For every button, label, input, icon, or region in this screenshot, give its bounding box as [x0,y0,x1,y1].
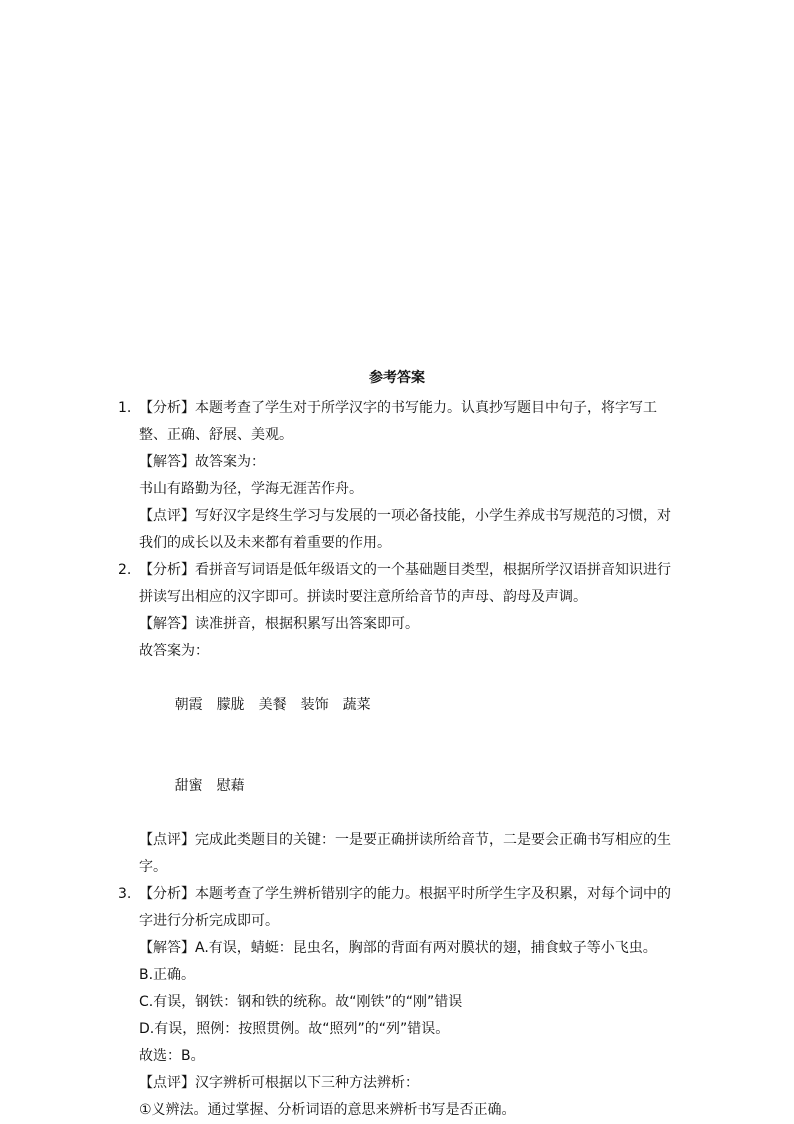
analysis-text: 【分析】看拼音写词语是低年级语文的一个基础题目类型，根据所学汉语拼音知识进行拼读写出相应的汉字即可。拼读时要注意所给音节的声母、韵母及声调。 [139,562,671,605]
word: 蔬菜 [342,697,371,713]
words-row-1 [139,665,678,746]
question-number: 1. [118,400,132,416]
answer-option-a: 【解答】A.有误，蜻蜓：昆虫名，胸部的背面有两对膜状的翅，捕食蚊子等小飞虫。 [139,940,657,956]
answer-label: 【解答】读准拼音，根据积累写出答案即可。 [139,616,419,632]
answer-option-c: C.有误，钢铁：钢和铁的统称。故“刚铁”的“刚”错误 [139,994,463,1010]
answer-option-b: B.正确。 [139,967,196,983]
choice-text: 故选：B。 [139,1048,205,1064]
comment-text: 【点评】写好汉字是终生学习与发展的一项必备技能，小学生养成书写规范的习惯，对我们的成长以及未来都有着重要的作用。 [139,508,671,551]
question-number: 2. [118,562,132,578]
question-3 [118,881,678,1124]
word: 朦胧 [216,697,245,713]
question-2 [118,557,678,881]
word: 朝霞 [174,697,203,713]
answer-content [118,395,678,1124]
analysis-text: 【分析】本题考查了学生对于所学汉字的书写能力。认真抄写题目中句子，将字写工整、正确、舒展、美观。 [139,400,657,443]
page-title: 参考答案 [369,370,425,386]
word: 甜蜜 [174,778,203,794]
word: 装饰 [300,697,329,713]
question-1 [118,395,678,557]
answer-text: 书山有路勤为径，学海无涯苦作舟。 [139,481,363,497]
answer-label: 【解答】故答案为： [139,454,265,470]
word: 慰藉 [216,778,245,794]
words-row-2 [139,746,678,827]
analysis-text: 【分析】本题考查了学生辨析错别字的能力。根据平时所学生字及积累，对每个词中的字进行分析完成即可。 [139,886,671,929]
comment-text: 【点评】完成此类题目的关键：一是要正确拼读所给音节，二是要会正确书写相应的生字。 [139,832,671,875]
answer-intro: 故答案为： [139,643,209,659]
question-number: 3. [118,886,132,902]
word: 美餐 [258,697,287,713]
answer-option-d: D.有误，照例：按照贯例。故“照列”的“列”错误。 [139,1021,450,1037]
comment-text: 【点评】汉字辨析可根据以下三种方法辨析： [139,1075,419,1091]
method-1-text: ①义辨法。通过掌握、分析词语的意思来辨析书写是否正确。 [139,1102,516,1118]
